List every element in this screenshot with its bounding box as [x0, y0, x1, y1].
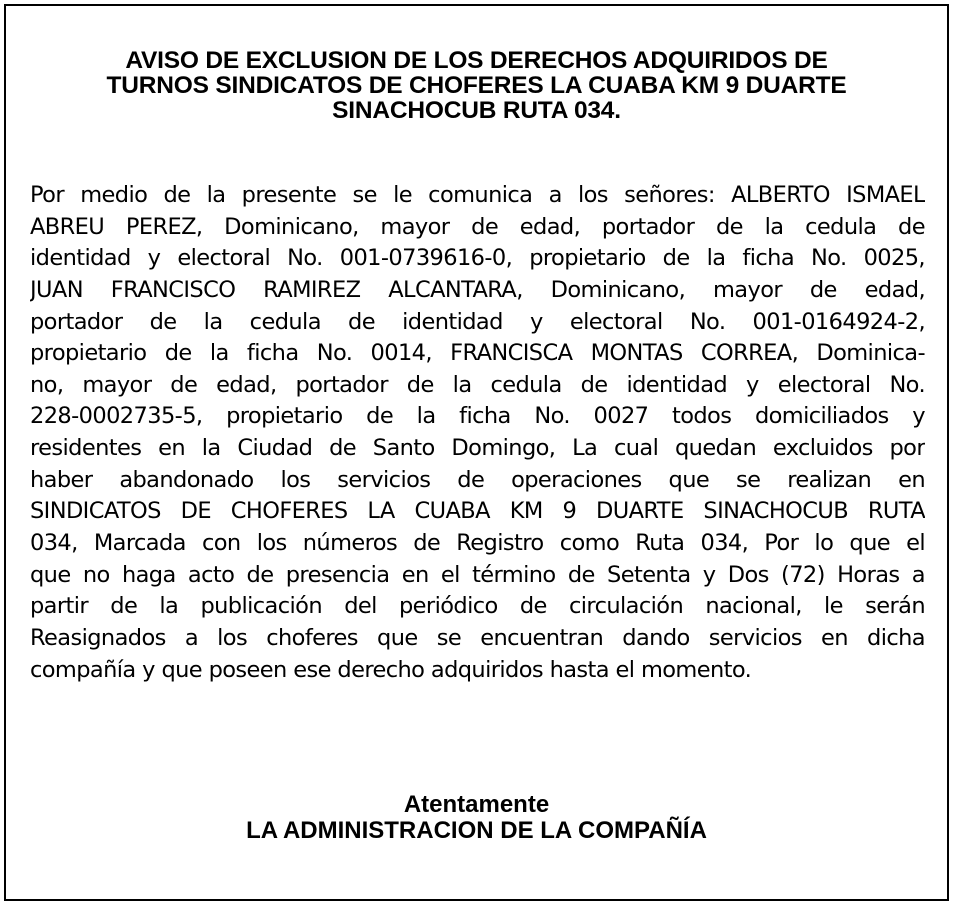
body-line: portador de la cedula de identidad y electoral No. 001-0164924-2, — [30, 308, 925, 335]
body-line: residentes en la Ciudad de Santo Domingo, La cual quedan excluidos por — [30, 435, 925, 462]
closing-salutation: Atentamente — [403, 791, 550, 818]
body-line: JUAN FRANCISCO RAMIREZ ALCANTARA, Dominicano, mayor de edad, — [30, 276, 925, 303]
body-line: propietario de la ficha No. 0014, FRANCISCA MONTAS CORREA, Dominica- — [30, 340, 925, 367]
body-line: ABREU PEREZ, Dominicano, mayor de edad, portador de la cedula de — [30, 213, 925, 240]
notice-title — [16, 48, 937, 123]
body-line: Por medio de la presente se le comunica a los señores: ALBERTO ISMAEL — [30, 182, 925, 208]
body-line: compañía y que poseen ese derecho adquiridos hasta el momento. — [30, 656, 752, 683]
title-line: SINACHOCUB RUTA 034. — [332, 97, 621, 124]
notice-box — [4, 4, 949, 901]
notice-closing — [16, 792, 937, 844]
title-line: TURNOS SINDICATOS DE CHOFERES LA CUABA KM 9 DUARTE — [106, 72, 847, 99]
notice-body — [30, 180, 925, 686]
body-line: 228-0002735-5, propietario de la ficha No. 0027 todos domiciliados y — [30, 403, 925, 430]
body-line: SINDICATOS DE CHOFERES LA CUABA KM 9 DUARTE SINACHOCUB RUTA — [30, 498, 925, 525]
closing-signatory: LA ADMINISTRACION DE LA COMPAÑÍA — [246, 817, 707, 844]
body-line: 034, Marcada con los números de Registro como Ruta 034, Por lo que el — [30, 530, 925, 557]
title-line: AVISO DE EXCLUSION DE LOS DERECHOS ADQUIRIDOS DE — [125, 47, 828, 74]
body-line: Reasignados a los choferes que se encuentran dando servicios en dicha — [30, 624, 925, 651]
body-line: haber abandonado los servicios de operaciones que se realizan en — [30, 466, 925, 493]
body-line: que no haga acto de presencia en el término de Setenta y Dos (72) Horas a — [30, 561, 925, 588]
body-line: partir de la publicación del periódico de circulación nacional, le serán — [30, 593, 925, 620]
body-line: no, mayor de edad, portador de la cedula de identidad y electoral No. — [30, 371, 925, 398]
body-line: identidad y electoral No. 001-0739616-0, propietario de la ficha No. 0025, — [30, 245, 925, 272]
